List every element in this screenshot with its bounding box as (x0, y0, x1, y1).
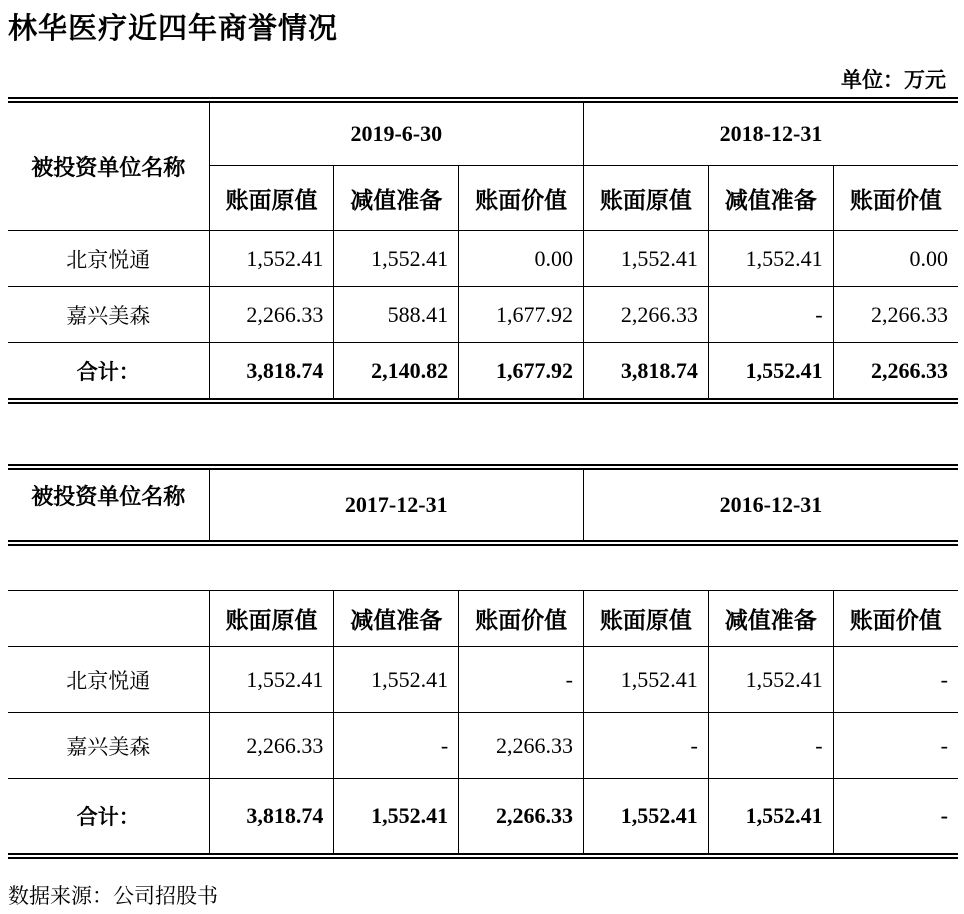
cell: - (334, 713, 459, 779)
total-row (8, 779, 958, 857)
total-cell: 1,552.41 (708, 779, 833, 857)
cell: - (459, 647, 584, 713)
row-name: 嘉兴美森 (8, 287, 209, 343)
cell: 2,266.33 (209, 287, 334, 343)
row-name: 北京悦通 (8, 231, 209, 287)
total-cell: 2,140.82 (334, 343, 459, 402)
column-header-name: 被投资单位名称 (31, 155, 186, 181)
column-header-name: 被投资单位名称 (31, 484, 186, 510)
total-cell: - (833, 779, 958, 857)
cell: 1,552.41 (708, 231, 833, 287)
cell: 1,552.41 (209, 647, 334, 713)
date-header-2016-12-31: 2016-12-31 (583, 467, 958, 543)
page-title: 林华医疗近四年商誉情况 (8, 11, 339, 45)
cell: 2,266.33 (833, 287, 958, 343)
table-row (8, 713, 958, 779)
cell: 1,552.41 (708, 647, 833, 713)
cell: 588.41 (334, 287, 459, 343)
cell: 0.00 (833, 231, 958, 287)
subheader-impairment: 减值准备 (708, 591, 833, 647)
total-row (8, 343, 958, 402)
cell: 1,552.41 (334, 231, 459, 287)
total-cell: 2,266.33 (459, 779, 584, 857)
cell: 1,677.92 (459, 287, 584, 343)
subheader-original-value: 账面原值 (583, 591, 708, 647)
cell: 1,552.41 (209, 231, 334, 287)
row-name: 嘉兴美森 (8, 713, 209, 779)
total-cell: 2,266.33 (833, 343, 958, 402)
data-source-note: 数据来源：公司招股书 (8, 884, 218, 908)
empty-cell (8, 591, 209, 647)
cell: - (708, 713, 833, 779)
cell: 2,266.33 (459, 713, 584, 779)
subheader-book-value: 账面价值 (833, 166, 958, 231)
subheader-book-value: 账面价值 (833, 591, 958, 647)
cell: - (833, 713, 958, 779)
cell: 2,266.33 (584, 287, 709, 343)
subheader-book-value: 账面价值 (459, 591, 584, 647)
table-row (8, 231, 958, 287)
cell: - (583, 713, 708, 779)
subheader-impairment: 减值准备 (334, 166, 459, 231)
total-label: 合计： (8, 343, 209, 402)
goodwill-table-2019-2018 (8, 97, 958, 404)
total-cell: 1,552.41 (708, 343, 833, 402)
cell: - (833, 647, 958, 713)
goodwill-table-2017-2016-header (8, 464, 958, 546)
cell: 0.00 (459, 231, 584, 287)
subheader-book-value: 账面价值 (459, 166, 584, 231)
cell: - (708, 287, 833, 343)
row-name: 北京悦通 (8, 647, 209, 713)
date-header-2019-6-30: 2019-6-30 (209, 100, 583, 166)
cell: 1,552.41 (583, 647, 708, 713)
date-header-2017-12-31: 2017-12-31 (209, 467, 583, 543)
cell: 1,552.41 (334, 647, 459, 713)
total-cell: 1,677.92 (459, 343, 584, 402)
subheader-original-value: 账面原值 (584, 166, 709, 231)
table-row (8, 287, 958, 343)
total-cell: 3,818.74 (209, 779, 334, 857)
table-row (8, 647, 958, 713)
total-cell: 3,818.74 (584, 343, 709, 402)
goodwill-table-2017-2016-body (8, 590, 958, 859)
total-cell: 1,552.41 (583, 779, 708, 857)
cell: 2,266.33 (209, 713, 334, 779)
total-cell: 1,552.41 (334, 779, 459, 857)
subheader-original-value: 账面原值 (209, 591, 334, 647)
subheader-impairment: 减值准备 (334, 591, 459, 647)
total-label: 合计： (8, 779, 209, 857)
subheader-original-value: 账面原值 (209, 166, 334, 231)
total-cell: 3,818.74 (209, 343, 334, 402)
subheader-impairment: 减值准备 (708, 166, 833, 231)
date-header-2018-12-31: 2018-12-31 (584, 100, 959, 166)
cell: 1,552.41 (584, 231, 709, 287)
unit-label: 单位：万元 (841, 67, 946, 92)
